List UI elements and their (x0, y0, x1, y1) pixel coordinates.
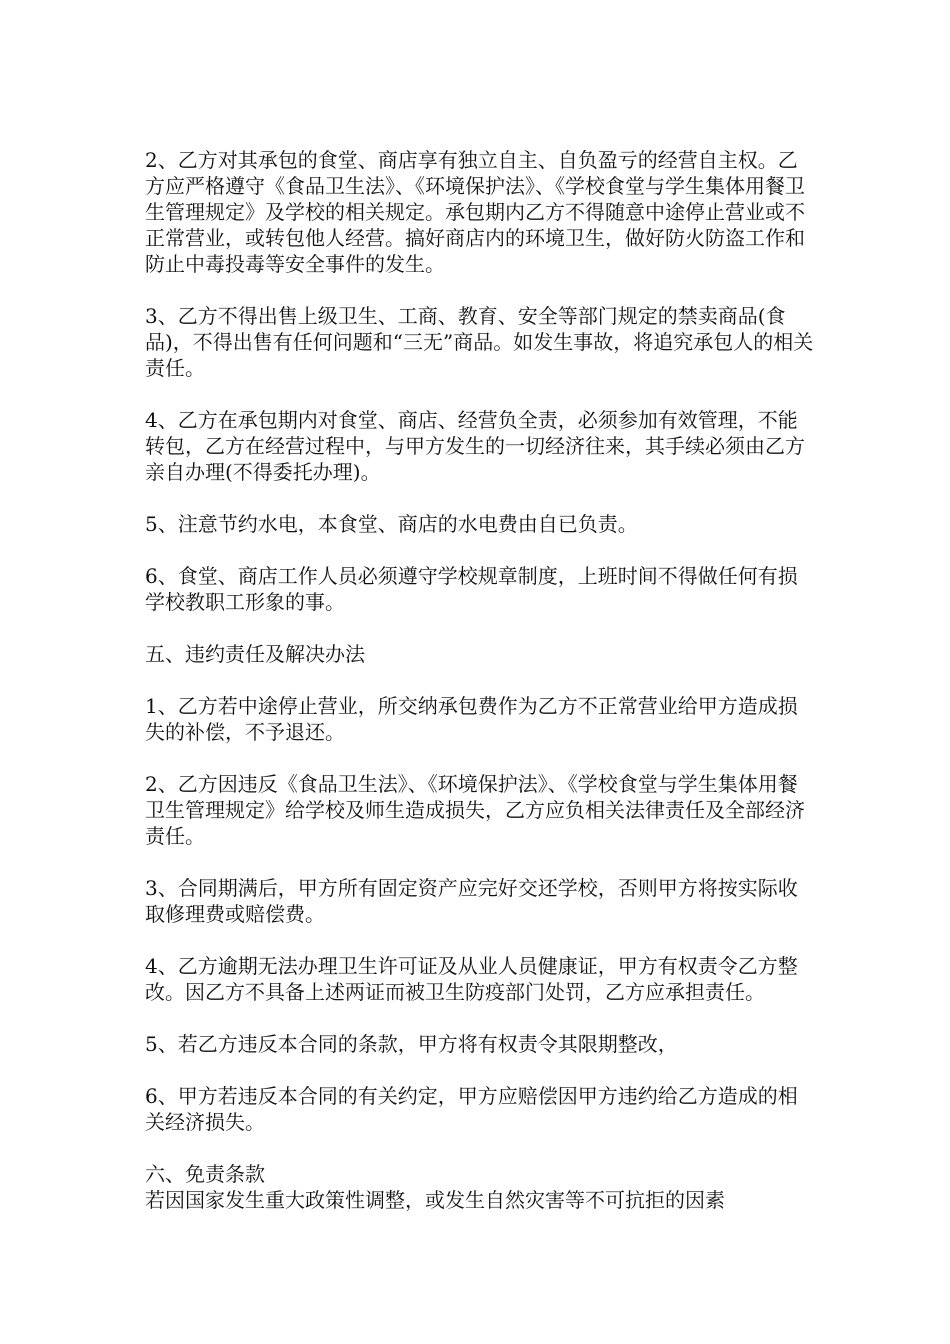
breach-clause-4: 4、乙方逾期无法办理卫生许可证及从业人员健康证，甲方有权责令乙方整改。因乙方不具备上述两证而被卫生防疫部门处罚，乙方应承担责任。 (145, 954, 798, 1004)
clause-4-full-responsibility: 4、乙方在承包期内对食堂、商店、经营负全责，必须参加有效管理，不能转包，乙方在经营过程中，与甲方发生的一切经济往来，其手续必须由乙方亲自办理(不得委托办理)。 (145, 408, 805, 484)
breach-clause-2: 2、乙方因违反《食品卫生法》、《环境保护法》、《学校食堂与学生集体用餐卫生管理规定》给学校及师生造成损失，乙方应负相关法律责任及全部经济责任。 (145, 772, 805, 848)
breach-clause-5: 5、若乙方违反本合同的条款，甲方将有权责令其限期整改， (145, 1032, 678, 1056)
section-heading-exemption: 六、免责条款 (145, 1162, 265, 1186)
document-body (145, 147, 815, 1213)
breach-clause-3: 3、合同期满后，甲方所有固定资产应完好交还学校，否则甲方将按实际收取修理费或赔偿费。 (145, 876, 798, 926)
breach-clause-1: 1、乙方若中途停止营业，所交纳承包费作为乙方不正常营业给甲方造成损失的补偿，不予退还。 (145, 694, 798, 744)
clause-3-prohibited-goods: 3、乙方不得出售上级卫生、工商、教育、安全等部门规定的禁卖商品(食品)，不得出售有任何问题和“三无”商品。如发生事故，将追究承包人的相关责任。 (145, 304, 814, 380)
exemption-text: 若因国家发生重大政策性调整，或发生自然灾害等不可抗拒的因素 (145, 1188, 725, 1212)
clause-5-utilities: 5、注意节约水电，本食堂、商店的水电费由自已负责。 (145, 512, 638, 536)
section-heading-breach: 五、违约责任及解决办法 (145, 642, 365, 666)
breach-clause-6: 6、甲方若违反本合同的有关约定，甲方应赔偿因甲方违约给乙方造成的相关经济损失。 (145, 1084, 798, 1134)
clause-6-staff-conduct: 6、食堂、商店工作人员必须遵守学校规章制度，上班时间不得做任何有损学校教职工形象的事。 (145, 564, 798, 614)
clause-2-operating-rights: 2、乙方对其承包的食堂、商店享有独立自主、自负盈亏的经营自主权。乙方应严格遵守《食品卫生法》、《环境保护法》、《学校食堂与学生集体用餐卫生管理规定》及学校的相关规定。承包期内乙方不得随意中途停止营业或不正常营业，或转包他人经营。搞好商店内的环境卫生，做好防火防盗工作和防止中毒投毒等安全事件的发生。 (145, 148, 805, 276)
